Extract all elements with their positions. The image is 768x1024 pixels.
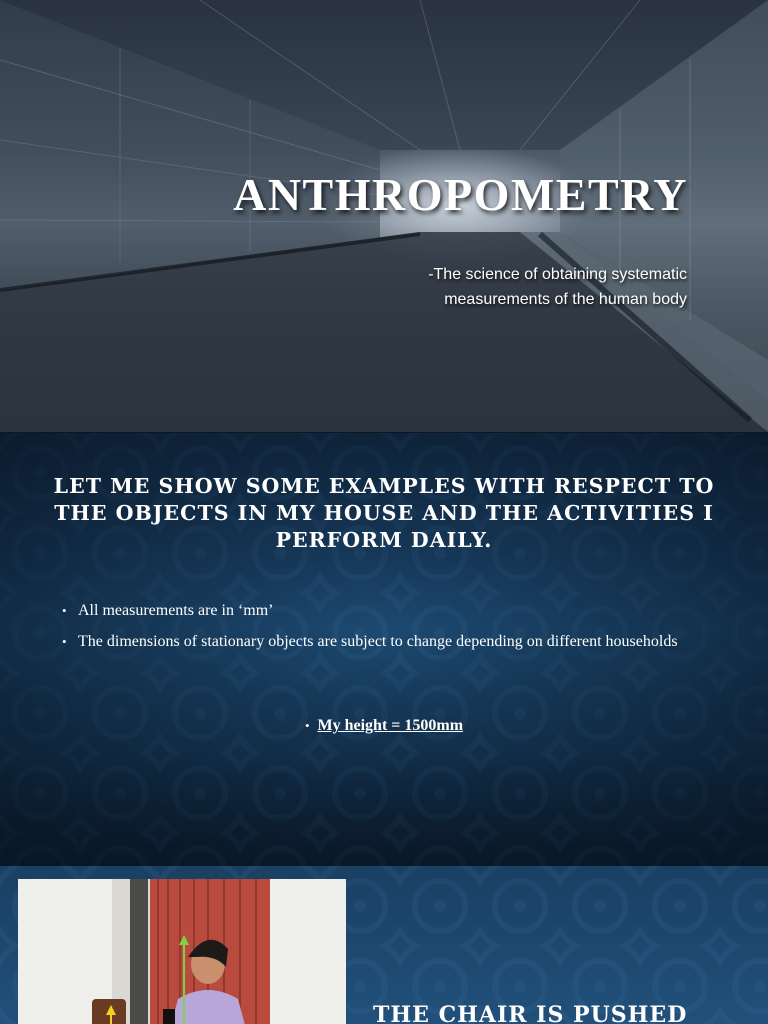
- person-seated-photo: [18, 879, 346, 1024]
- height-highlight: [0, 717, 768, 735]
- list-item: [62, 599, 702, 622]
- height-text: My height = 1500mm: [317, 717, 464, 734]
- subtitle: [307, 262, 687, 312]
- bullet-list: [62, 599, 702, 661]
- page-title: ANTHROPOMETRY: [233, 169, 688, 220]
- subtitle-line-2: measurements of the human body: [444, 291, 687, 308]
- title-slide: [0, 0, 768, 432]
- chair-slide: [0, 866, 768, 1024]
- examples-slide: [0, 433, 768, 866]
- bullet-icon: •: [62, 634, 67, 649]
- list-item: [62, 630, 702, 653]
- chair-heading: THE CHAIR IS PUSHED: [373, 1002, 688, 1024]
- subtitle-line-1: -The science of obtaining systematic: [428, 266, 687, 283]
- bullet-text-units: All measurements are in ‘mm’: [78, 602, 274, 619]
- bullet-icon: •: [304, 718, 310, 733]
- photo-illustration: [18, 879, 346, 1024]
- bullet-text-dimensions: The dimensions of stationary objects are subject to change depending on different households: [78, 633, 678, 650]
- examples-heading: LET ME SHOW SOME EXAMPLES WITH RESPECT TO THE OBJECTS IN MY HOUSE AND THE ACTIVITIES I PERFORM DAILY.: [53, 474, 715, 552]
- bullet-icon: •: [62, 603, 67, 618]
